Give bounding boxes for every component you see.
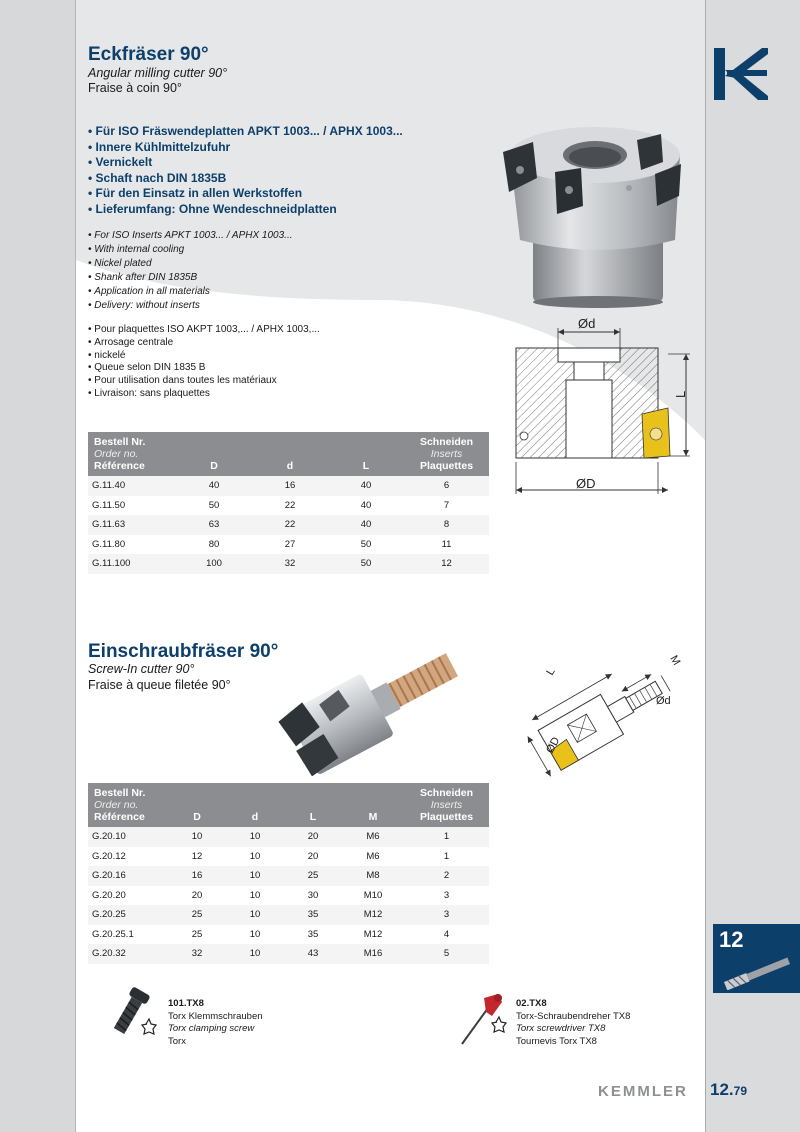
cell-inserts: 2 — [404, 866, 489, 886]
feature-item: • Pour plaquettes ISO AKPT 1003,... / APHX 1003,... — [88, 324, 320, 337]
accessory-name-en: Torx screwdriver TX8 — [516, 1023, 606, 1034]
feature-item: • Vernickelt — [88, 155, 403, 171]
accessory-code: 101.TX8 — [168, 998, 204, 1009]
feature-item: • Delivery: without inserts — [88, 299, 293, 313]
cell-L: 35 — [284, 925, 342, 945]
feature-item: • Queue selon DIN 1835 B — [88, 362, 320, 375]
cell-M: M6 — [342, 827, 404, 847]
section1-features-en — [88, 229, 293, 313]
accessory-name-en: Torx clamping screw — [168, 1023, 255, 1034]
table-row — [88, 827, 489, 847]
cell-M: M16 — [342, 944, 404, 964]
drawing-label-D: ØD — [576, 476, 596, 491]
cell-inserts: 3 — [404, 905, 489, 925]
footer-brand: KEMMLER — [598, 1083, 688, 1100]
cell-D: 50 — [176, 496, 252, 516]
cell-L: 20 — [284, 847, 342, 867]
section1-title: Eckfräser 90° — [88, 44, 209, 65]
accessory-torx-screw — [168, 998, 263, 1048]
feature-item: • Arrosage centrale — [88, 337, 320, 350]
cell-inserts: 12 — [404, 554, 489, 574]
cell-M: M6 — [342, 847, 404, 867]
header-d: d — [226, 783, 284, 827]
drawing-label-D: ØD — [544, 735, 563, 756]
cell-L: 25 — [284, 866, 342, 886]
section1-features-fr — [88, 324, 320, 401]
section2-subtitle-fr: Fraise à queue filetée 90° — [88, 678, 231, 692]
cell-d: 32 — [252, 554, 328, 574]
cell-L: 40 — [328, 515, 404, 535]
section1-spec-table — [88, 432, 489, 574]
table-row — [88, 515, 489, 535]
cell-L: 20 — [284, 827, 342, 847]
cell-D: 80 — [176, 535, 252, 555]
drawing-label-d: Ød — [578, 318, 596, 331]
cell-inserts: 3 — [404, 886, 489, 906]
accessory-name-de: Torx Klemmschrauben — [168, 1010, 263, 1022]
cell-L: 40 — [328, 496, 404, 516]
cell-d: 27 — [252, 535, 328, 555]
cell-order-no: G.11.100 — [88, 554, 176, 574]
feature-item: • With internal cooling — [88, 243, 293, 257]
feature-item: • Livraison: sans plaquettes — [88, 388, 320, 401]
table-header-row — [88, 783, 489, 827]
cell-M: M12 — [342, 925, 404, 945]
kemmler-logo-icon — [712, 40, 768, 106]
section1-subtitle-en: Angular milling cutter 90° — [88, 66, 228, 80]
cell-order-no: G.20.16 — [88, 866, 168, 886]
cell-D: 40 — [176, 476, 252, 496]
feature-item: • Innere Kühlmittelzufuhr — [88, 140, 403, 156]
cell-order-no: G.11.40 — [88, 476, 176, 496]
drawing-label-L: L — [544, 666, 558, 678]
cell-D: 25 — [168, 925, 226, 945]
cell-order-no: G.11.50 — [88, 496, 176, 516]
section2-title: Einschraubfräser 90° — [88, 641, 279, 662]
cell-inserts: 11 — [404, 535, 489, 555]
cell-M: M10 — [342, 886, 404, 906]
cell-inserts: 7 — [404, 496, 489, 516]
chapter-tab[interactable] — [713, 924, 800, 993]
section1-features-de — [88, 124, 403, 217]
cell-inserts: 1 — [404, 847, 489, 867]
accessory-torx-screwdriver — [516, 998, 630, 1048]
header-L: L — [328, 432, 404, 476]
cell-D: 20 — [168, 886, 226, 906]
header-D: D — [168, 783, 226, 827]
feature-item: • Application in all materials — [88, 285, 293, 299]
header-inserts: Schneiden Inserts Plaquettes — [404, 432, 489, 476]
cell-M: M12 — [342, 905, 404, 925]
chapter-number: 12 — [719, 927, 744, 952]
end-mill-icon — [717, 956, 797, 990]
drawing-label-M: M — [667, 653, 683, 668]
cell-D: 32 — [168, 944, 226, 964]
cell-inserts: 5 — [404, 944, 489, 964]
cell-order-no: G.20.20 — [88, 886, 168, 906]
header-M: M — [342, 783, 404, 827]
table-row — [88, 496, 489, 516]
cell-order-no: G.20.12 — [88, 847, 168, 867]
table-row — [88, 944, 489, 964]
cell-order-no: G.11.63 — [88, 515, 176, 535]
table-row — [88, 847, 489, 867]
accessory-name-de: Torx-Schraubendreher TX8 — [516, 1010, 631, 1022]
section2-subtitle-en: Screw-In cutter 90° — [88, 662, 195, 676]
table-row — [88, 925, 489, 945]
cell-d: 10 — [226, 866, 284, 886]
feature-item: • Shank after DIN 1835B — [88, 271, 293, 285]
table-row — [88, 886, 489, 906]
section1-subtitle-fr: Fraise à coin 90° — [88, 81, 182, 95]
cell-L: 50 — [328, 554, 404, 574]
cell-L: 40 — [328, 476, 404, 496]
torx-screwdriver-icon — [452, 990, 514, 1050]
cell-inserts: 6 — [404, 476, 489, 496]
cell-L: 30 — [284, 886, 342, 906]
cell-d: 10 — [226, 944, 284, 964]
header-d: d — [252, 432, 328, 476]
table-row — [88, 554, 489, 574]
table-row — [88, 866, 489, 886]
feature-item: • Nickel plated — [88, 257, 293, 271]
cell-D: 12 — [168, 847, 226, 867]
cell-inserts: 8 — [404, 515, 489, 535]
cell-inserts: 4 — [404, 925, 489, 945]
accessory-name-fr: Tournevis Torx TX8 — [516, 1035, 597, 1047]
cell-d: 22 — [252, 515, 328, 535]
cell-order-no: G.20.10 — [88, 827, 168, 847]
header-L: L — [284, 783, 342, 827]
cell-order-no: G.20.25 — [88, 905, 168, 925]
cell-d: 10 — [226, 905, 284, 925]
torx-clamping-screw-icon — [100, 984, 160, 1054]
header-order-no: Bestell Nr. Order no. Référence — [88, 783, 168, 827]
screw-in-cutter-photo — [272, 636, 472, 776]
cell-d: 10 — [226, 886, 284, 906]
angular-milling-cutter-photo — [495, 110, 685, 310]
feature-item: • Lieferumfang: Ohne Wendeschneidplatten — [88, 202, 403, 218]
cell-d: 22 — [252, 496, 328, 516]
accessory-name-fr: Torx — [168, 1035, 186, 1047]
section2-spec-table — [88, 783, 489, 964]
accessory-code: 02.TX8 — [516, 998, 547, 1009]
page-number-sub: 79 — [733, 1084, 747, 1098]
cell-D: 100 — [176, 554, 252, 574]
cell-D: 10 — [168, 827, 226, 847]
cell-M: M8 — [342, 866, 404, 886]
cell-d: 10 — [226, 827, 284, 847]
left-margin-band — [0, 0, 76, 1132]
section2-technical-drawing — [518, 642, 693, 782]
table-row — [88, 905, 489, 925]
table-header-row — [88, 432, 489, 476]
header-inserts: Schneiden Inserts Plaquettes — [404, 783, 489, 827]
cell-order-no: G.20.25.1 — [88, 925, 168, 945]
table-row — [88, 535, 489, 555]
feature-item: • nickelé — [88, 350, 320, 363]
cell-d: 10 — [226, 847, 284, 867]
drawing-label-d: Ød — [656, 695, 671, 707]
cell-L: 50 — [328, 535, 404, 555]
feature-item: • Pour utilisation dans toutes les matériaux — [88, 375, 320, 388]
cell-d: 16 — [252, 476, 328, 496]
table-row — [88, 476, 489, 496]
header-order-no: Bestell Nr. Order no. Référence — [88, 432, 176, 476]
cell-D: 63 — [176, 515, 252, 535]
feature-item: • Schaft nach DIN 1835B — [88, 171, 403, 187]
cell-order-no: G.20.32 — [88, 944, 168, 964]
drawing-label-L: L — [673, 390, 688, 398]
cell-D: 25 — [168, 905, 226, 925]
cell-D: 16 — [168, 866, 226, 886]
header-D: D — [176, 432, 252, 476]
page-number-main: 12. — [710, 1080, 734, 1099]
feature-item: • For ISO Inserts APKT 1003... / APHX 1003... — [88, 229, 293, 243]
cell-order-no: G.11.80 — [88, 535, 176, 555]
section1-technical-drawing — [508, 318, 698, 500]
cell-d: 10 — [226, 925, 284, 945]
cell-inserts: 1 — [404, 827, 489, 847]
cell-L: 43 — [284, 944, 342, 964]
cell-L: 35 — [284, 905, 342, 925]
page-number — [710, 1080, 747, 1100]
feature-item: • Für den Einsatz in allen Werkstoffen — [88, 186, 403, 202]
feature-item: • Für ISO Fräswendeplatten APKT 1003... / APHX 1003... — [88, 124, 403, 140]
